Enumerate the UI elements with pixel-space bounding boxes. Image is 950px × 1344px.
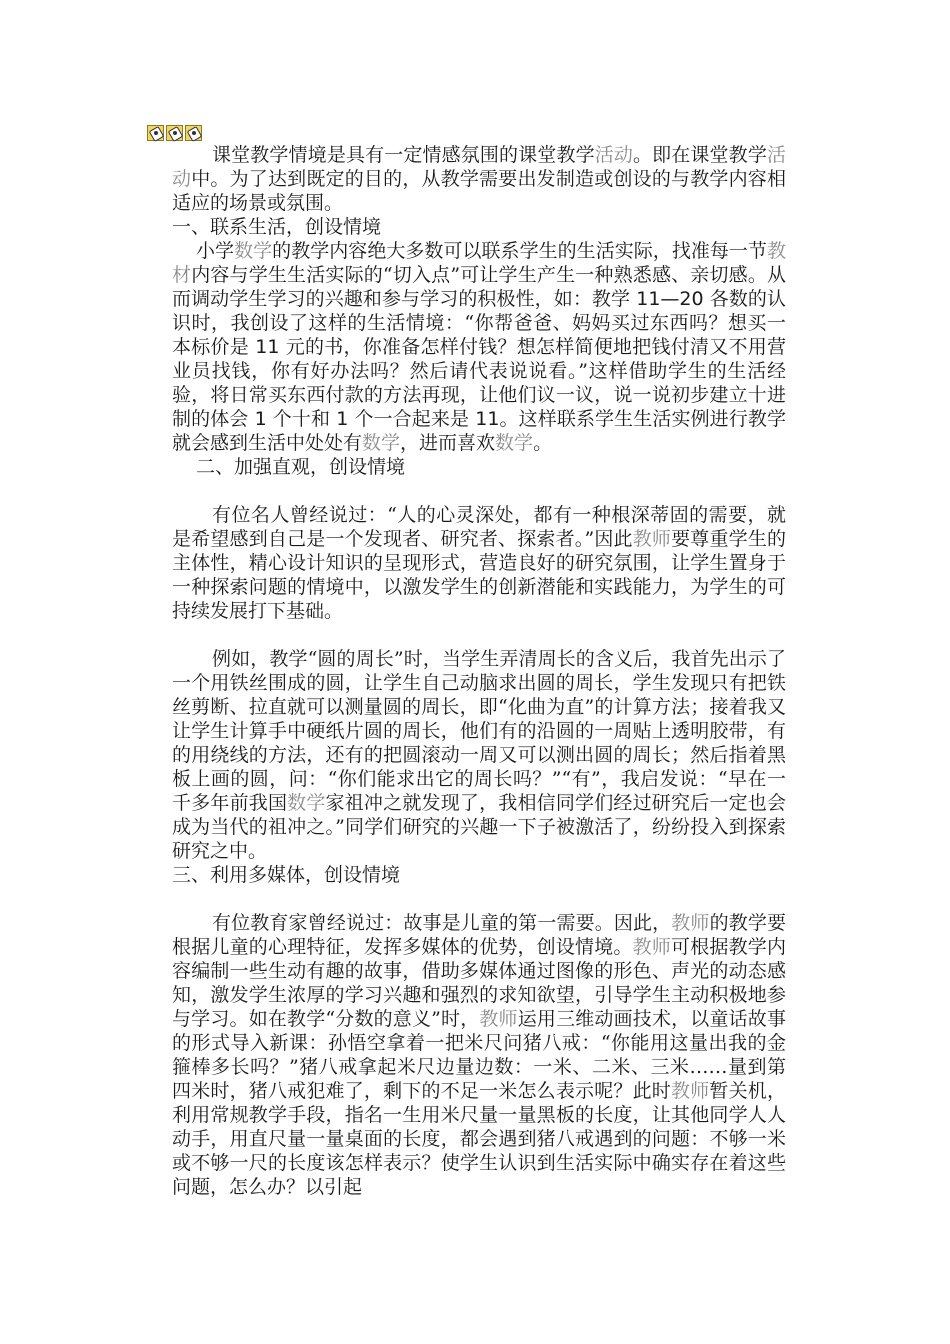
text-segment: 暂关机，利用常规教学手段，指名一生用米尺量一量黑板的长度，让其他同学人人动手，用直尺量一量桌面的长度，都会遇到猪八戒遇到的问题：不够一米或不够一尺的长度该怎样表示？使学生认识到生活实际中确实存在着这些问题，怎么办？以引起	[172, 1080, 786, 1198]
text-segment: 家祖冲之就发现了，我相信同学们经过研究后一定也会成为当代的祖冲之。”同学们研究的兴趣一下子被激活了，纷纷投入到探索研究之中。	[172, 792, 786, 862]
text-segment: 11	[255, 336, 280, 358]
text-segment: 要尊重学生的主体性，精心设计知识的呈现形式，营造良好的研究氛围，让学生置身于一种探索问题的情境中，以激发学生的创新潜能和实践能力，为学生的可持续发展打下基础。	[172, 528, 786, 622]
section-heading	[172, 863, 786, 887]
text-segment: 二、加强直观，创设情境	[196, 456, 406, 478]
text-segment: 内容与学生生活实际的“切入点”可让学生产生一种熟悉感、亲切感。从而调动学生学习的兴趣和参与学习的积极性，如：教学	[172, 264, 786, 310]
paragraph	[172, 503, 786, 623]
icon-strip	[147, 125, 202, 141]
pencil-icon	[147, 125, 164, 141]
text-segment: 。这样联系学生生活实例进行教学就会感到生活中处处有	[172, 408, 786, 454]
link-text[interactable]: 数学	[234, 240, 273, 262]
text-segment: 元的书，你准备怎样付钱？想怎样简便地把钱付清又不用营业员找钱，你有好办法吗？然后请代表说说看。”这样借助学生的生活经验，将日常买东西付款的方法再现，让他们议一议，说一说初步建立十进制的体会	[172, 336, 786, 430]
text-segment: 有位教育家曾经说过：故事是儿童的第一需要。因此，	[212, 912, 672, 934]
text-segment: 。	[533, 432, 553, 454]
text-segment: 11	[475, 408, 500, 430]
pencil-icon	[185, 125, 202, 141]
text-segment: 一、联系生活，创设情境	[172, 216, 382, 238]
paragraph-spacer	[172, 479, 786, 503]
text-segment: 三、利用多媒体，创设情境	[172, 864, 401, 886]
text-segment: 运用三维动画技术，以童话故事的形式导入新课：孙悟空拿着一把米尺问猪八戒：“你能用这量出我的金箍棒多长吗？”猪八戒拿起米尺边量边数：一米、二米、三米……量到第四米时，猪八戒犯难了，剩下的不足一米怎么表示呢？此时	[172, 1008, 786, 1102]
text-segment: 个十和	[266, 408, 337, 430]
document-body	[172, 143, 786, 1199]
paragraph	[172, 239, 786, 455]
text-segment: 的教学内容绝大多数可以联系学生的生活实际，找准每一节	[272, 240, 767, 262]
text-segment: 小学	[196, 240, 235, 262]
text-segment: 1	[336, 408, 349, 430]
link-text[interactable]: 教材	[172, 240, 786, 286]
text-segment: 个一合起来是	[348, 408, 476, 430]
text-segment: 11—20	[636, 288, 704, 310]
link-text[interactable]: 教师	[671, 912, 710, 934]
text-segment: 课堂教学情境是具有一定情感氛围的课堂教学	[212, 144, 595, 166]
link-text[interactable]: 数学	[495, 432, 534, 454]
text-segment: 有位名人曾经说过：“人的心灵深处，都有一种根深蒂固的需要，就是希望感到自己是一个发现者、研究者、探索者。”因此	[172, 504, 786, 550]
text-segment: 的教学要根据儿童的心理特征，发挥多媒体的优势，创设情境。	[172, 912, 786, 958]
text-segment: 1	[254, 408, 267, 430]
text-segment: 中。为了达到既定的目的，从教学需要出发制造或创设的与教学内容相适应的场景或氛围。	[172, 168, 786, 214]
link-text[interactable]: 活动	[172, 144, 786, 190]
paragraph	[172, 647, 786, 863]
text-segment: ，进而喜欢	[400, 432, 496, 454]
section-heading	[172, 215, 786, 239]
section-heading	[172, 455, 786, 479]
text-segment: 可根据教学内容编制一些生动有趣的故事，借助多媒体通过图像的形色、声光的动态感知，激发学生浓厚的学习兴趣和强烈的求知欲望，引导学生主动积极地参与学习。如在教学“分数的意义”时，	[172, 936, 786, 1030]
paragraph-spacer	[172, 887, 786, 911]
link-text[interactable]: 教师	[671, 1080, 710, 1102]
pencil-icon	[166, 125, 183, 141]
text-segment: 例如，教学“圆的周长”时，当学生弄清周长的含义后，我首先出示了一个用铁丝围成的圆，让学生自己动脑求出圆的周长，学生发现只有把铁丝剪断、拉直就可以测量圆的周长，即“化曲为直”的计算方法；接着我又让学生计算手中硬纸片圆的周长，他们有的沿圆的一周贴上透明胶带，有的用绕线的方法，还有的把圆滚动一周又可以测出圆的周长；然后指着黑板上画的圆，问：“你们能求出它的周长吗？”“有”，我启发说：“早在一千多年前我国	[172, 648, 786, 814]
paragraph	[172, 911, 786, 1199]
text-segment: 各数的认识时，我创设了这样的生活情境：“你帮爸爸、妈妈买过东西吗？想买一本标价是	[172, 288, 787, 358]
paragraph	[172, 143, 786, 215]
link-text[interactable]: 活动	[594, 144, 633, 166]
link-text[interactable]: 教师	[479, 1008, 518, 1030]
link-text[interactable]: 教师	[632, 528, 672, 550]
link-text[interactable]: 教师	[632, 936, 672, 958]
text-segment: 。即在课堂教学	[633, 144, 767, 166]
link-text[interactable]: 数学	[362, 432, 401, 454]
paragraph-spacer	[172, 623, 786, 647]
link-text[interactable]: 数学	[287, 792, 326, 814]
